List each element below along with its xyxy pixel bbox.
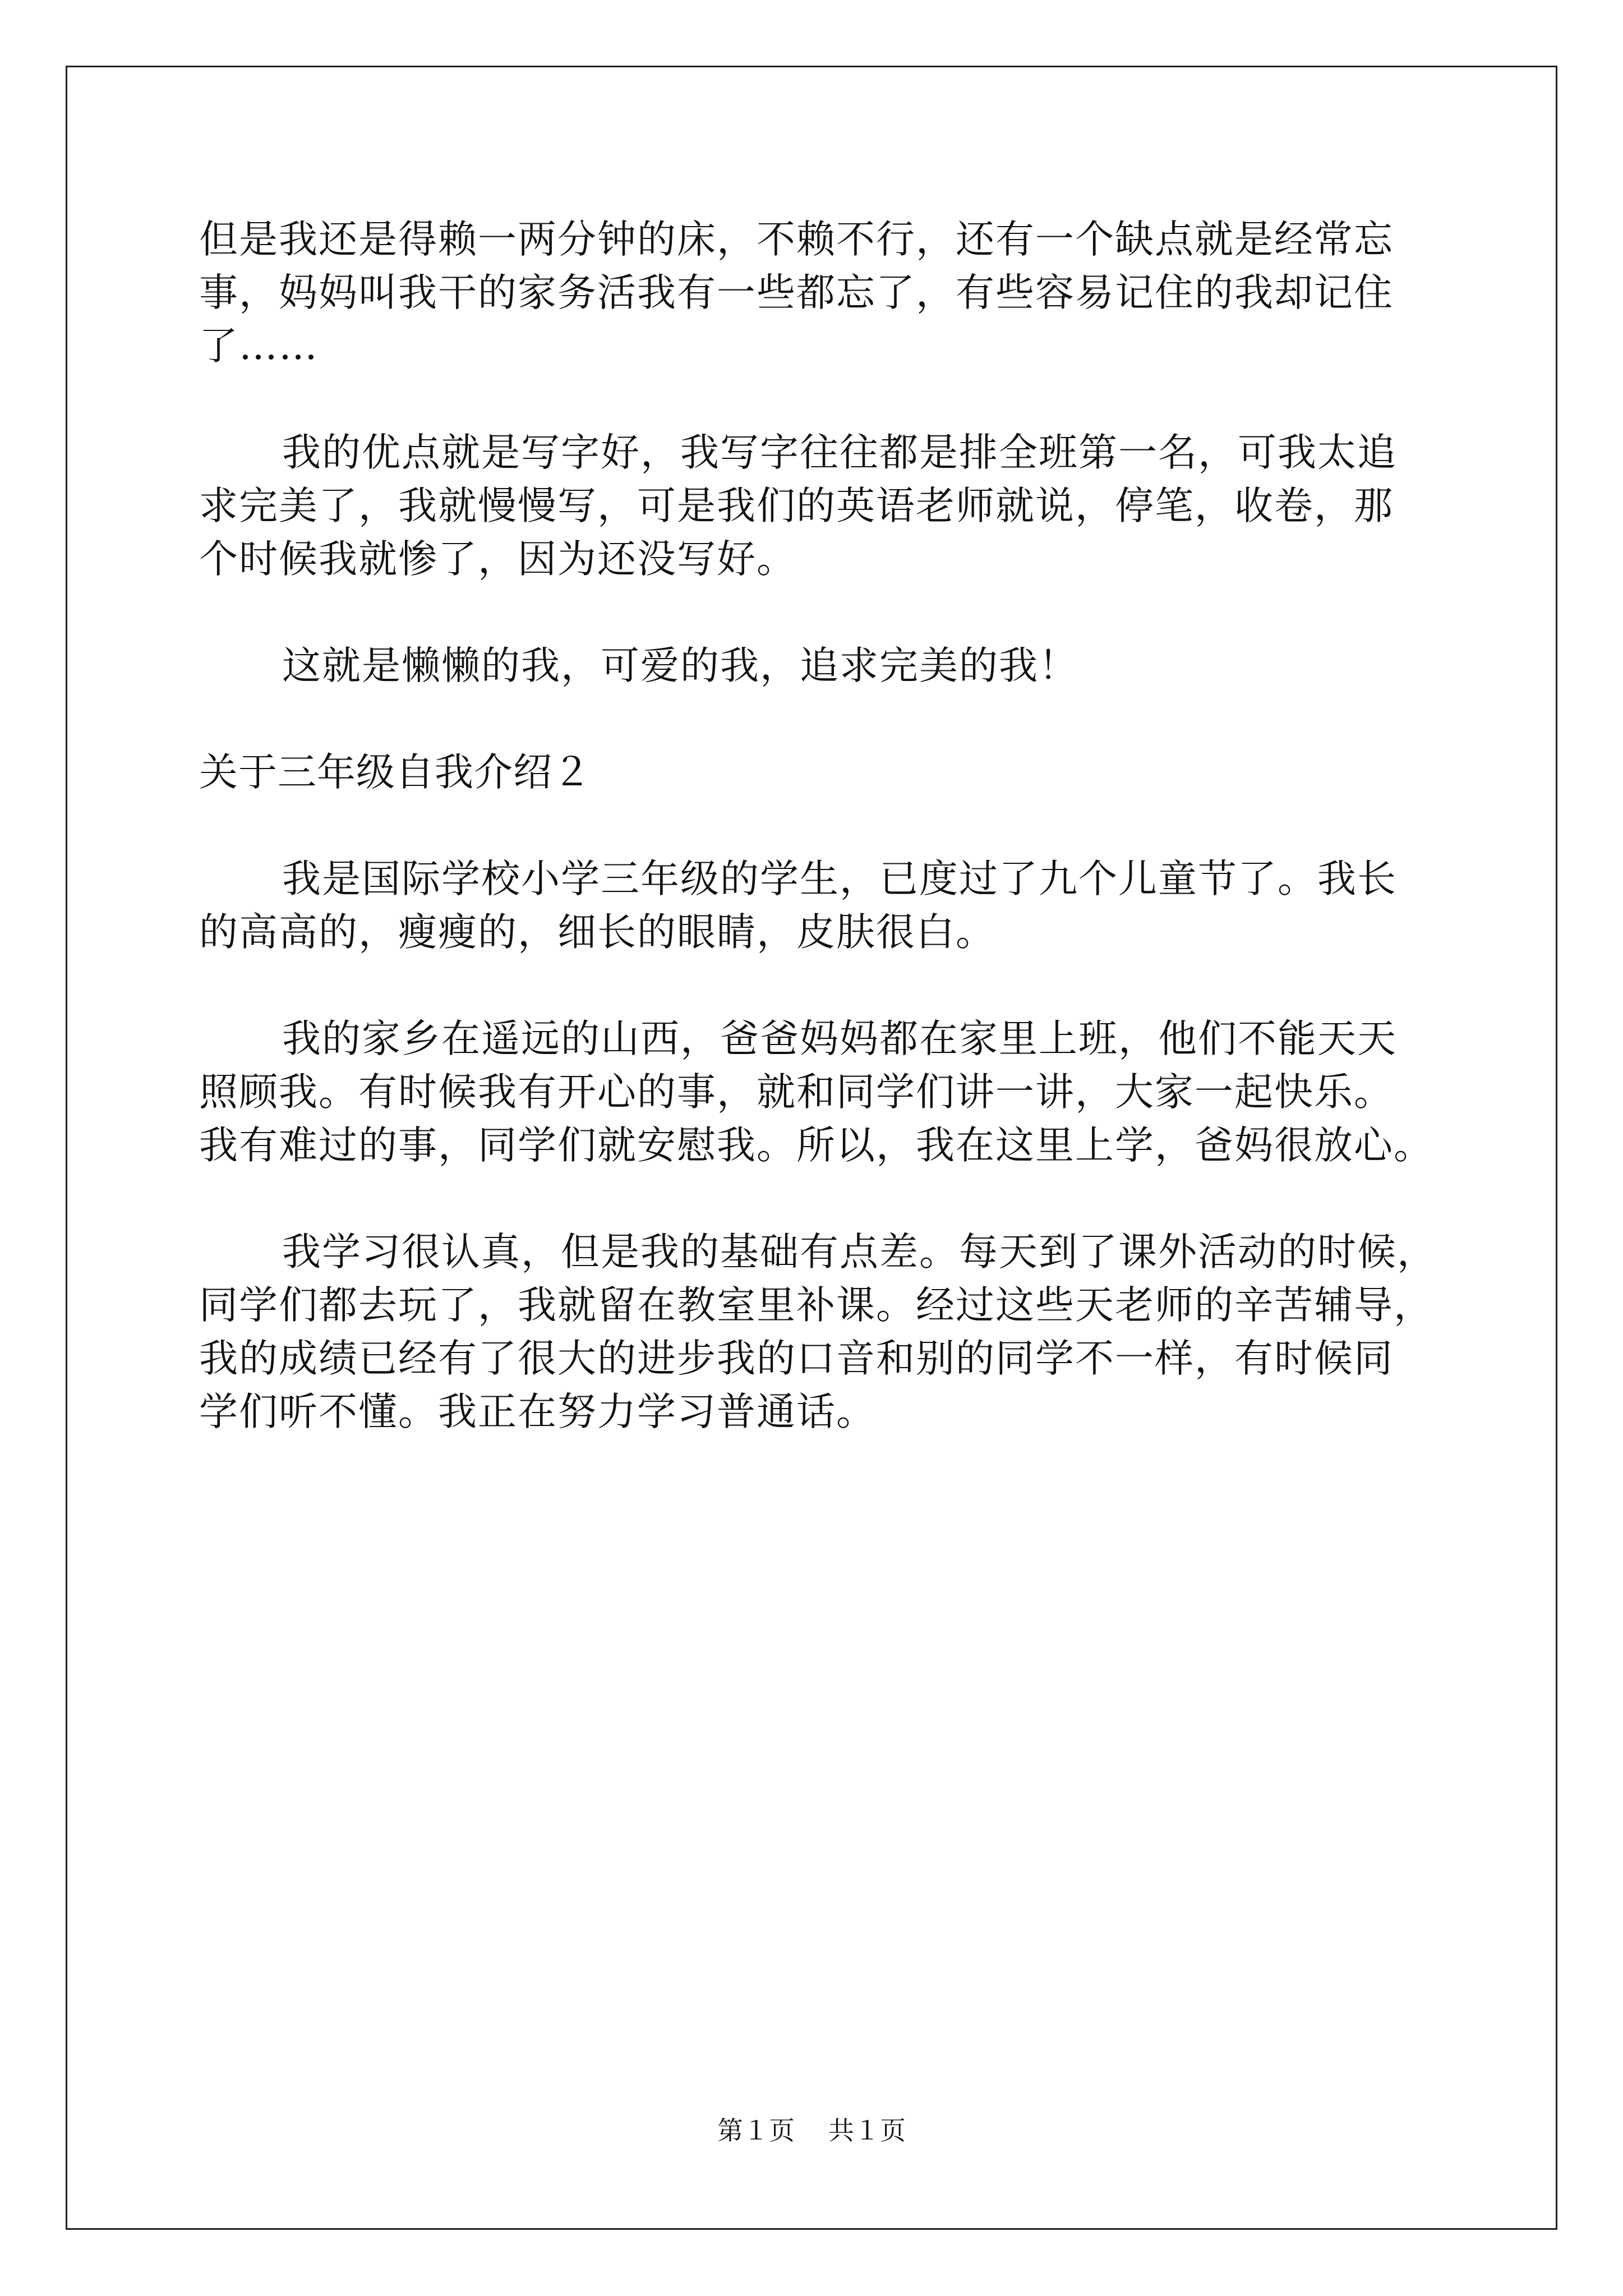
document-body xyxy=(199,213,1437,1439)
page-footer xyxy=(0,2114,1623,2147)
paragraph-line: 照顾我。有时候我有开心的事，就和同学们讲一讲，大家一起快乐。 xyxy=(199,1070,1394,1115)
paragraph-line: 了…… xyxy=(199,324,319,369)
page-total: 共１页 xyxy=(828,2115,906,2146)
paragraph-line: 个时候我就惨了，因为还没写好。 xyxy=(199,537,796,582)
paragraph-line: 我的成绩已经有了很大的进步我的口音和别的同学不一样，有时候同 xyxy=(199,1336,1394,1381)
paragraph-line: 我学习很认真，但是我的基础有点差。每天到了课外活动的时候， xyxy=(282,1230,1437,1274)
paragraph-line: 但是我还是得赖一两分钟的床，不赖不行，还有一个缺点就是经常忘 xyxy=(199,217,1394,262)
paragraph-line: 求完美了，我就慢慢写，可是我们的英语老师就说，停笔，收卷，那 xyxy=(199,484,1394,528)
paragraph-line: 这就是懒懒的我，可爱的我，追求完美的我！ xyxy=(282,643,1078,688)
page-number: 第１页 xyxy=(717,2115,795,2146)
paragraph-line: 我是国际学校小学三年级的学生，已度过了九个儿童节了。我长 xyxy=(282,857,1397,901)
paragraph-line: 我有难过的事，同学们就安慰我。所以，我在这里上学，爸妈很放心。 xyxy=(199,1123,1433,1168)
section-heading: 关于三年级自我介绍２ xyxy=(199,750,592,795)
paragraph-line: 我的家乡在遥远的山西，爸爸妈妈都在家里上班，他们不能天天 xyxy=(282,1016,1397,1061)
paragraph-line: 学们听不懂。我正在努力学习普通话。 xyxy=(199,1389,876,1434)
paragraph-line: 事，妈妈叫我干的家务活我有一些都忘了，有些容易记住的我却记住 xyxy=(199,270,1394,315)
paragraph-line: 我的优点就是写字好，我写字往往都是排全班第一名，可我太追 xyxy=(282,430,1397,475)
paragraph-line: 同学们都去玩了，我就留在教室里补课。经过这些天老师的辛苦辅导， xyxy=(199,1283,1433,1328)
paragraph-line: 的高高的，瘦瘦的，细长的眼睛，皮肤很白。 xyxy=(199,910,995,955)
